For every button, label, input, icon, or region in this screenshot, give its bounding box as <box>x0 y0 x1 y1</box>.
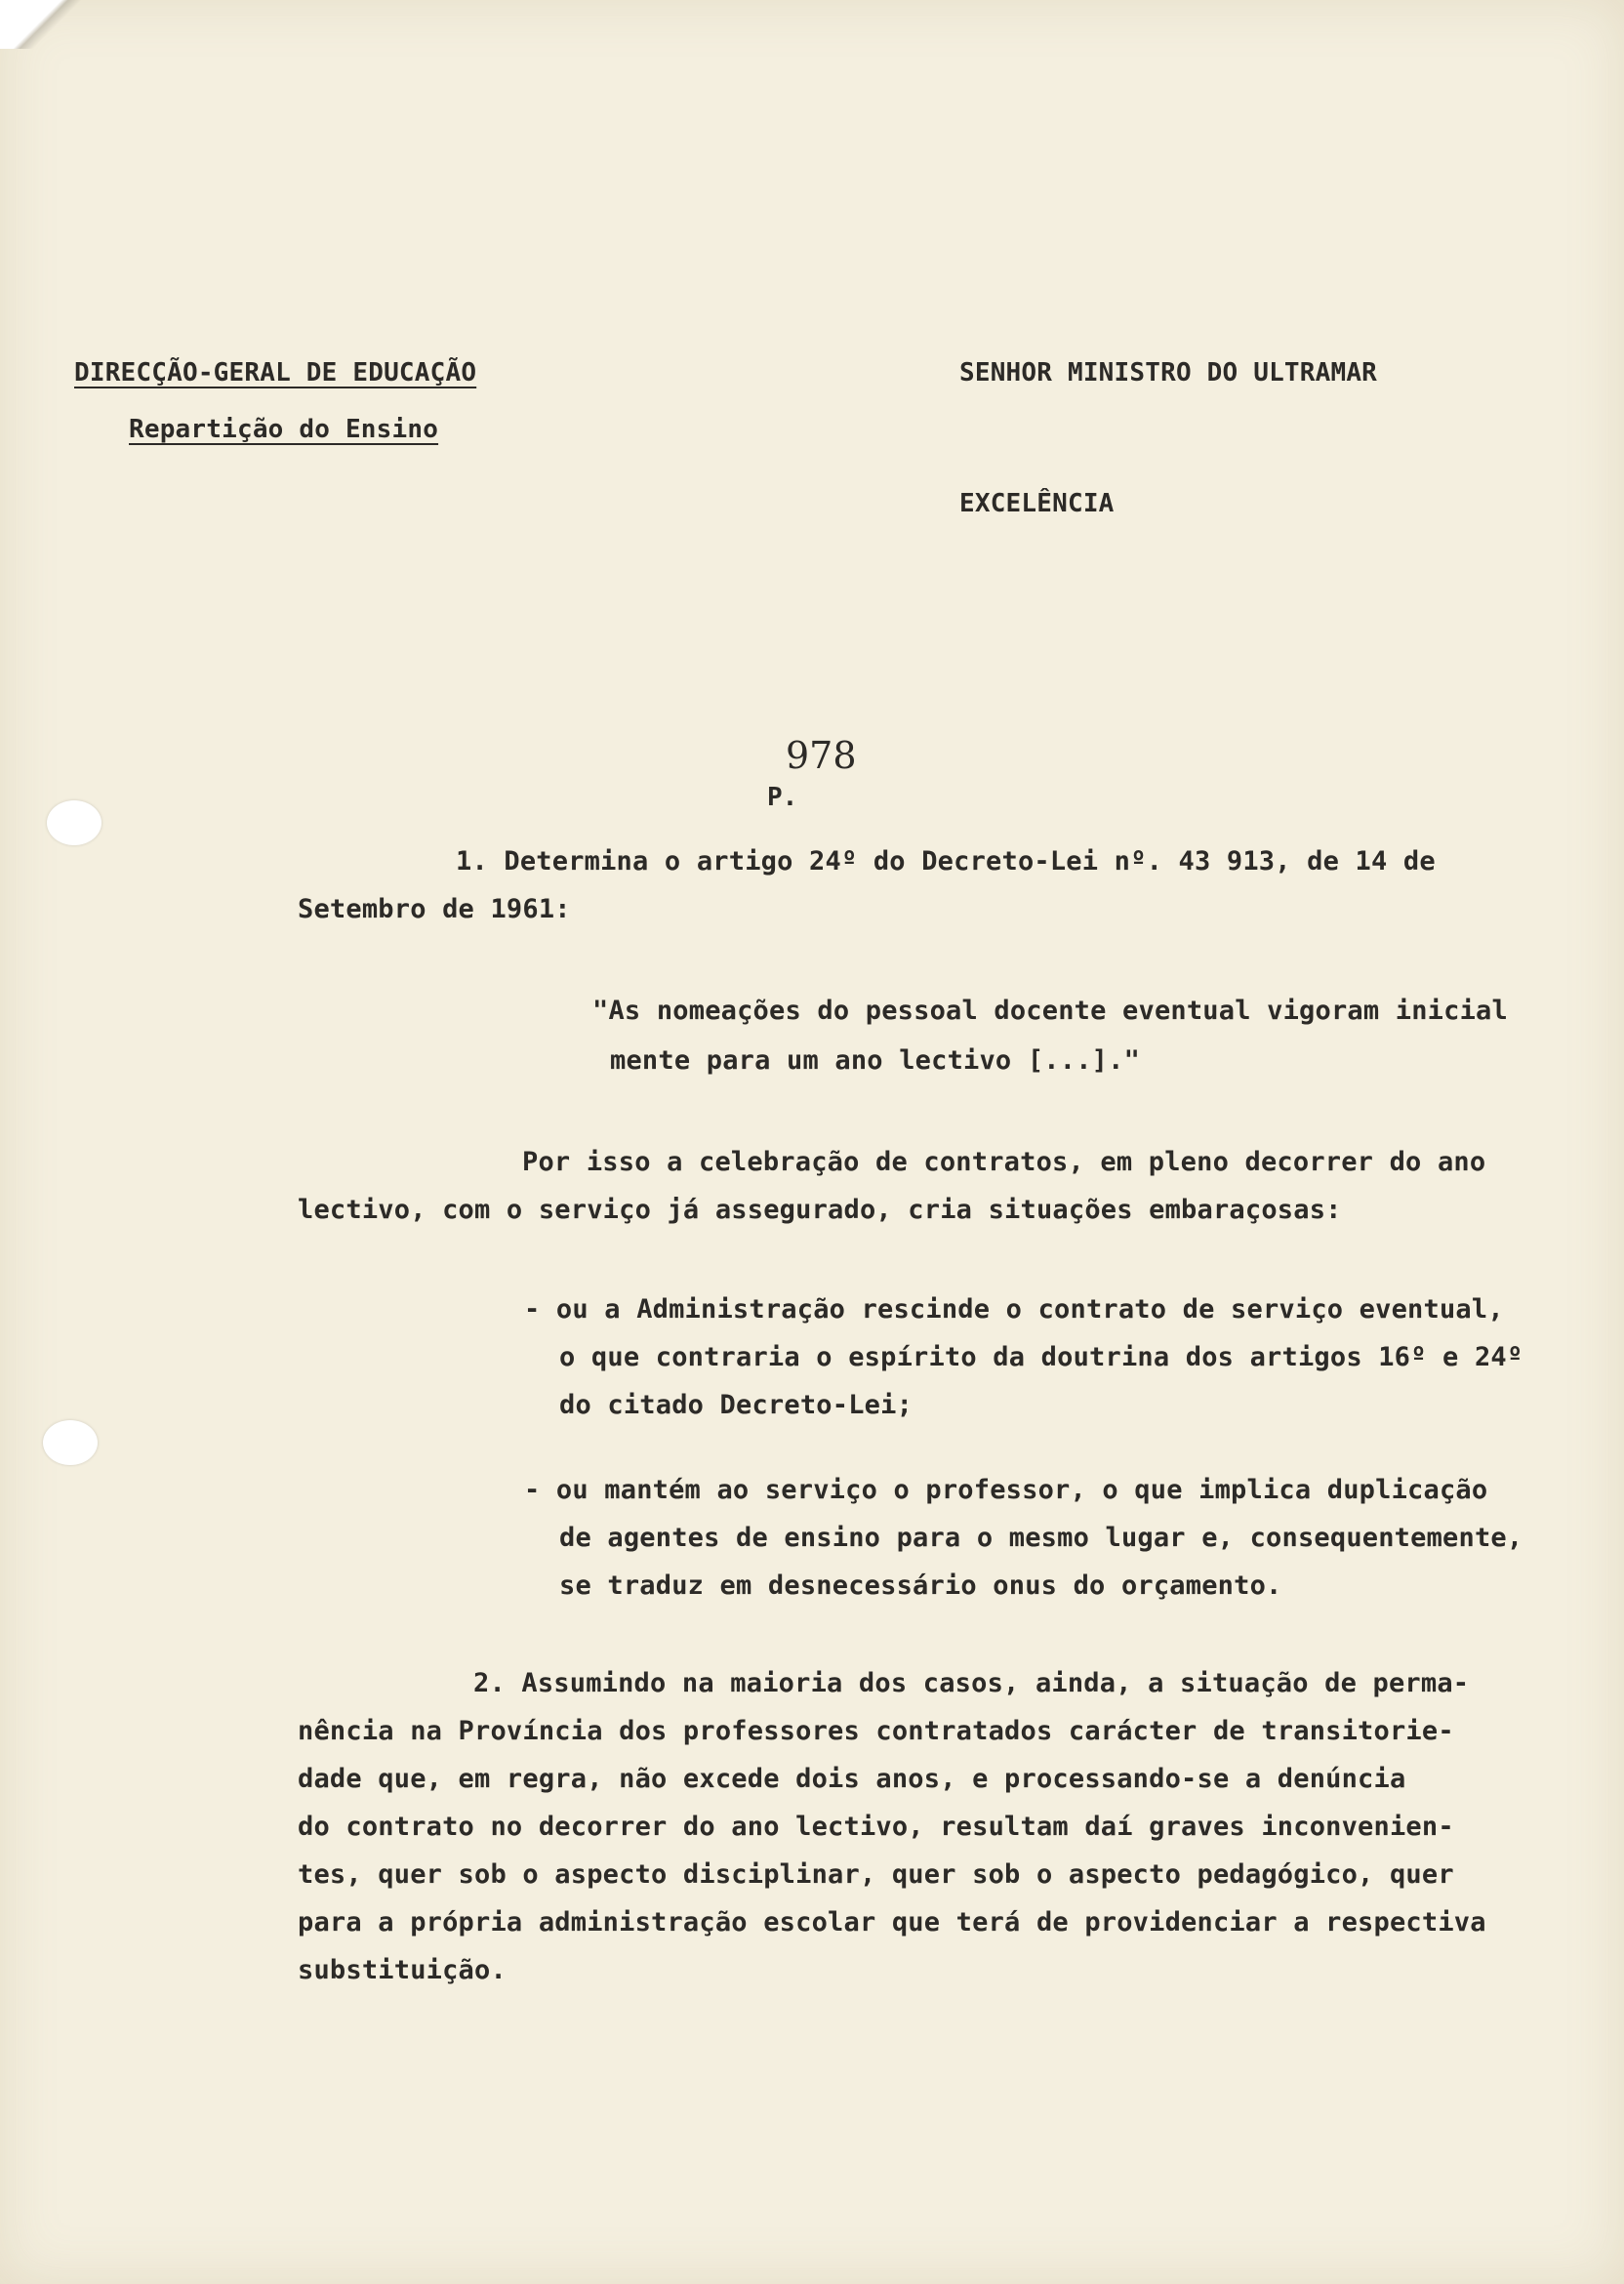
list-item-line: se traduz em desnecessário onus do orçamento. <box>559 1570 1282 1601</box>
list-item-line: o que contraria o espírito da doutrina dos artigos 16º e 24º <box>559 1342 1523 1372</box>
quote-line: mente para um ano lectivo [...]." <box>610 1045 1141 1076</box>
quote-line: "As nomeações do pessoal docente eventual vigoram inicial <box>592 996 1508 1026</box>
punch-hole-top <box>47 800 102 845</box>
body-line: do contrato no decorrer do ano lectivo, resultam daí graves inconvenien- <box>298 1812 1454 1842</box>
body-line: tes, quer sob o aspecto disciplinar, quer sob o aspecto pedagógico, quer <box>298 1859 1454 1890</box>
body-line: Setembro de 1961: <box>298 894 571 924</box>
department-heading: DIRECÇÃO-GERAL DE EDUCAÇÃO <box>74 358 477 387</box>
addressee: SENHOR MINISTRO DO ULTRAMAR <box>959 358 1378 387</box>
body-line: Por isso a celebração de contratos, em pleno decorrer do ano <box>522 1147 1486 1177</box>
folded-corner <box>0 0 88 49</box>
list-item-line: de agentes de ensino para o mesmo lugar e, consequentemente, <box>559 1523 1523 1553</box>
list-item-line: - ou mantém ao serviço o professor, o que implica duplicação <box>524 1475 1488 1505</box>
body-line: 2. Assumindo na maioria dos casos, ainda, a situação de perma- <box>473 1668 1470 1698</box>
punch-hole-bottom <box>43 1420 98 1465</box>
body-line: dade que, em regra, não excede dois anos, e processando-se a denúncia <box>298 1764 1406 1794</box>
section-heading: Repartição do Ensino <box>129 415 439 444</box>
body-line: nência na Província dos professores contratados carácter de transitorie- <box>298 1716 1454 1746</box>
salutation: EXCELÊNCIA <box>959 489 1115 518</box>
list-item-line: do citado Decreto-Lei; <box>559 1390 914 1420</box>
body-line: substituição. <box>298 1955 507 1985</box>
reference-number: 978 <box>786 734 857 777</box>
list-item-line: - ou a Administração rescinde o contrato de serviço eventual, <box>524 1294 1504 1325</box>
reference-mark: P. <box>767 783 798 812</box>
body-line: para a própria administração escolar que terá de providenciar a respectiva <box>298 1907 1486 1937</box>
body-line: 1. Determina o artigo 24º do Decreto-Lei nº. 43 913, de 14 de <box>456 846 1436 877</box>
body-line: lectivo, com o serviço já assegurado, cria situações embaraçosas: <box>298 1195 1342 1225</box>
